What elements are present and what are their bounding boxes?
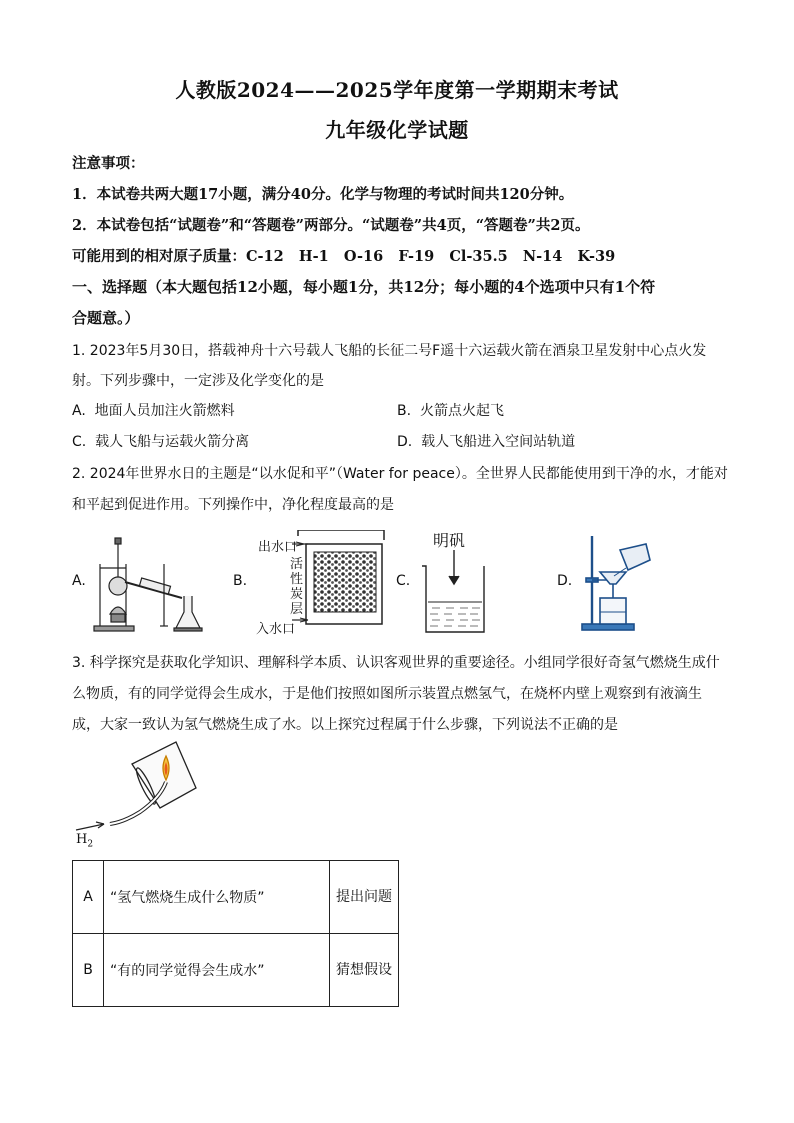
question-3-text-cont2: 成，大家一致认为氢气燃烧生成了水。以上探究过程属于什么步骤，下列说法不正确的是 — [72, 717, 618, 733]
section-heading: 一、选择题（本大题包括12小题，每小题1分，共12分；每小题的4个选项中只有1个符 — [72, 278, 656, 296]
outlet-label: 出水口 — [258, 540, 298, 555]
q1-option-d[interactable]: D. 载人飞船进入空间站轨道 — [397, 434, 576, 450]
note-item-2: 2．本试卷包括“试题卷”和“答题卷”两部分。“试题卷”共4页，“答题卷”共2页。 — [72, 217, 590, 234]
h2-subscript: 2 — [87, 839, 94, 850]
q2-option-b[interactable]: B. — [233, 573, 248, 589]
table-cell-key: B — [73, 934, 104, 1007]
table-cell-step: 提出问题 — [330, 861, 399, 934]
question-2-text: 2. 2024年世界水日的主题是“以水促和平”（Water for peace）。全世界人民都能使用到干净的水，才能对 — [72, 466, 728, 482]
table-cell-step: 猜想假设 — [330, 934, 399, 1007]
alum-beaker-figure — [418, 546, 492, 636]
q2-option-a[interactable]: A. — [72, 573, 86, 589]
question-2-text-cont: 和平起到促进作用。下列操作中，净化程度最高的是 — [72, 497, 394, 513]
carbon-char: 活 — [290, 557, 304, 572]
question-3-text: 3. 科学探究是获取化学知识、理解科学本质、认识客观世界的重要途径。小组同学很好奇氢气燃烧生成什 — [72, 655, 720, 671]
table-row[interactable] — [73, 934, 399, 1007]
q2-option-d[interactable]: D. — [557, 573, 573, 589]
note-item-1: 1．本试卷共两大题17小题，满分40分。化学与物理的考试时间共120分钟。 — [72, 186, 574, 203]
table-cell-content: “有的同学觉得会生成水” — [104, 934, 330, 1007]
hydrogen-combustion-figure — [74, 736, 204, 842]
h2-label — [76, 832, 93, 850]
question-3-text-cont: 么物质，有的同学觉得会生成水，于是他们按照如图所示装置点燃氢气，在烧杯内壁上观察到有液滴生 — [72, 686, 702, 702]
distillation-apparatus-figure — [92, 534, 214, 634]
q2-option-c[interactable]: C. — [396, 573, 411, 589]
filtration-apparatus-figure — [578, 530, 658, 634]
carbon-char: 性 — [290, 572, 304, 587]
section-heading-cont: 合题意。） — [72, 309, 140, 327]
q1-option-b[interactable]: B. 火箭点火起飞 — [397, 403, 504, 419]
notes-heading: 注意事项： — [72, 155, 145, 172]
table-cell-content: “氢气燃烧生成什么物质” — [104, 861, 330, 934]
carbon-filter-figure — [292, 530, 392, 630]
table-row[interactable] — [73, 861, 399, 934]
alum-label: 明矾 — [433, 531, 466, 550]
inlet-label: 入水口 — [256, 622, 296, 637]
h2-symbol: H — [76, 832, 88, 847]
question-1-text-cont: 射。下列步骤中，一定涉及化学变化的是 — [72, 373, 324, 389]
q1-option-c[interactable]: C. 载人飞船与运载火箭分离 — [72, 434, 250, 450]
carbon-char: 层 — [290, 602, 304, 617]
q3-options-table — [72, 860, 399, 1007]
atomic-masses: 可能用到的相对原子质量：C-12 H-1 O-16 F-19 Cl-35.5 N-14 K-39 — [72, 248, 616, 265]
table-cell-key: A — [73, 861, 104, 934]
exam-subtitle: 九年级化学试题 — [325, 118, 469, 142]
carbon-char: 炭 — [290, 587, 304, 602]
question-1-text: 1. 2023年5月30日，搭载神舟十六号载人飞船的长征二号F遥十六运载火箭在酒泉卫星发射中心点火发 — [72, 343, 707, 359]
exam-title: 人教版2024——2025学年度第一学期期末考试 — [175, 78, 619, 102]
q1-option-a[interactable]: A. 地面人员加注火箭燃料 — [72, 403, 235, 419]
